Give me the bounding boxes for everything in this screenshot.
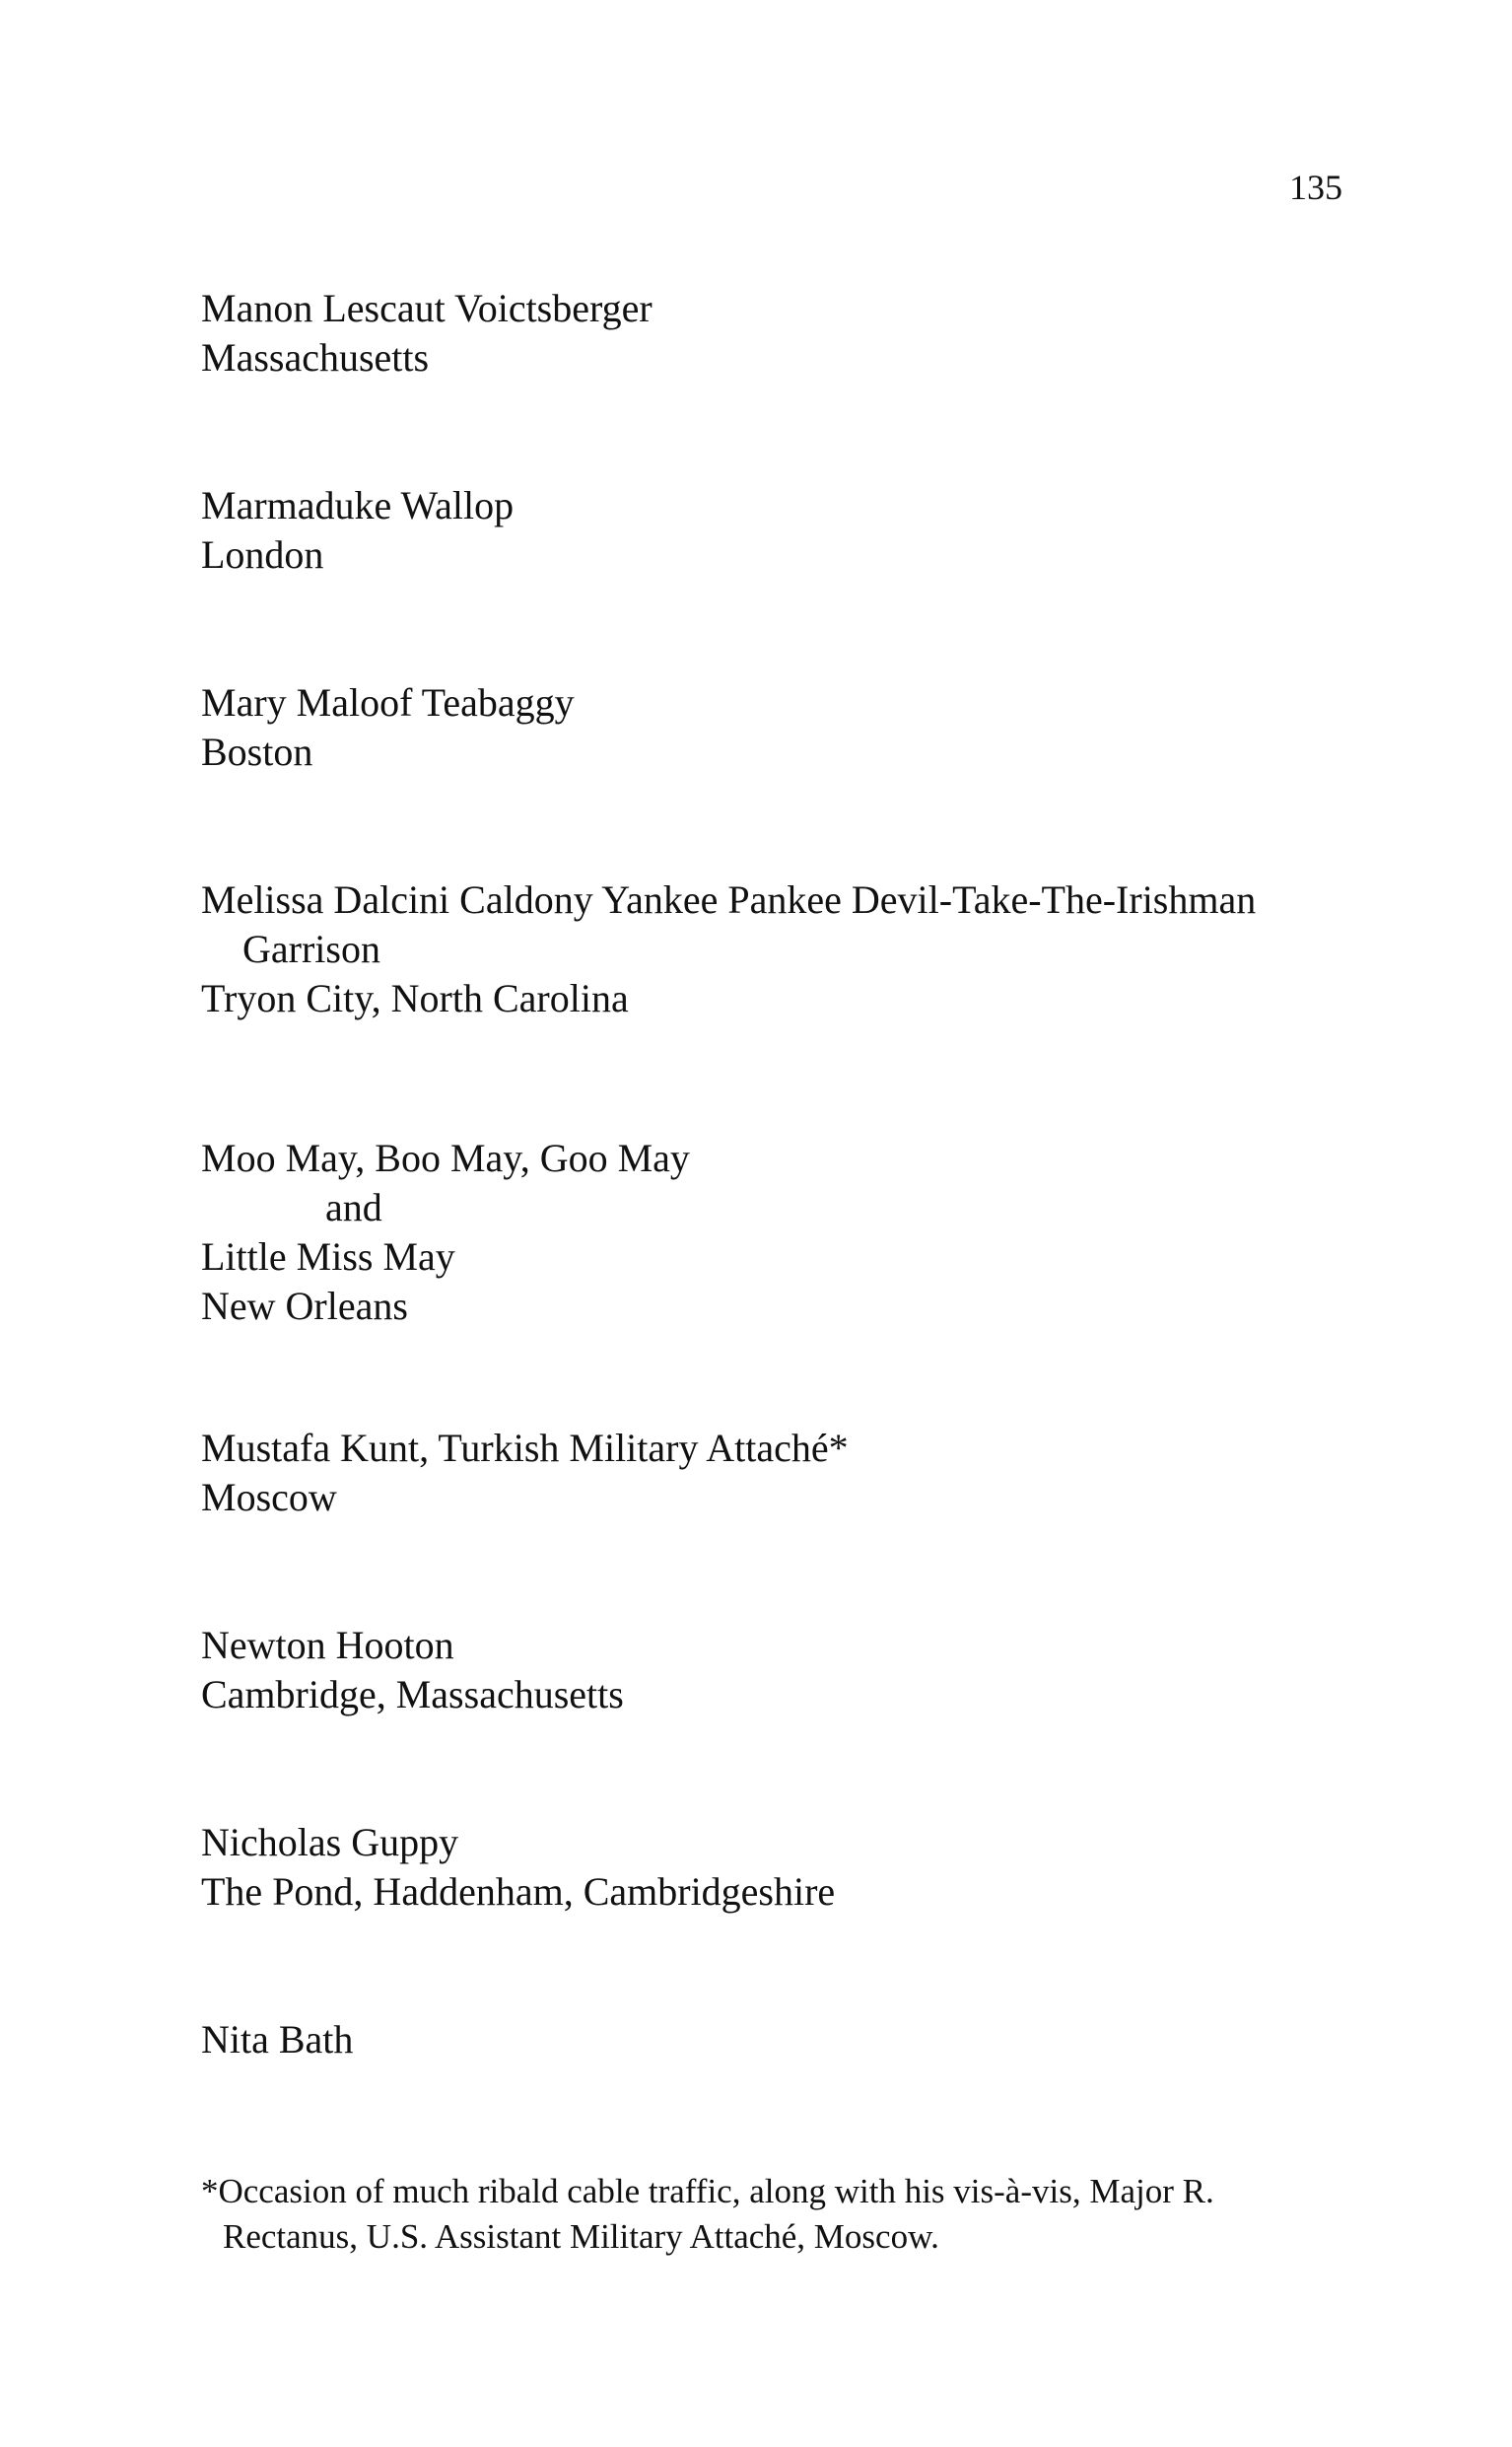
footnote bbox=[201, 2169, 1364, 2260]
entry-name: Newton Hooton bbox=[201, 1623, 454, 1667]
entry-name-continuation: Garrison bbox=[242, 927, 380, 971]
list-entry bbox=[201, 1818, 1364, 1917]
list-entry bbox=[201, 481, 1364, 580]
list-entry bbox=[201, 1424, 1364, 1522]
entry-location: Tryon City, North Carolina bbox=[201, 976, 629, 1020]
entry-name: Mustafa Kunt, Turkish Military Attaché* bbox=[201, 1426, 849, 1470]
footnote-line: Rectanus, U.S. Assistant Military Attaché, Moscow. bbox=[223, 2217, 939, 2256]
entry-name: Marmaduke Wallop bbox=[201, 483, 515, 527]
page-number: 135 bbox=[1289, 168, 1342, 207]
entry-location: Cambridge, Massachusetts bbox=[201, 1672, 624, 1716]
entry-location: The Pond, Haddenham, Cambridgeshire bbox=[201, 1869, 836, 1914]
entry-name: Mary Maloof Teabaggy bbox=[201, 680, 575, 725]
entry-location: Boston bbox=[201, 730, 313, 774]
list-entry bbox=[201, 1621, 1364, 1719]
entry-name: Melissa Dalcini Caldony Yankee Pankee Devil-Take-The-Irishman bbox=[201, 877, 1257, 922]
list-entry bbox=[201, 2015, 1364, 2064]
list-entry bbox=[201, 1134, 1364, 1331]
entry-location: Moscow bbox=[201, 1475, 337, 1519]
entry-location: New Orleans bbox=[201, 1284, 408, 1328]
entry-name: Little Miss May bbox=[201, 1234, 455, 1279]
entry-name: Manon Lescaut Voictsberger bbox=[201, 286, 653, 330]
list-entry bbox=[201, 678, 1364, 777]
footnote-line: *Occasion of much ribald cable traffic, along with his vis-à-vis, Major R. bbox=[201, 2172, 1214, 2210]
entry-name: Nicholas Guppy bbox=[201, 1820, 459, 1864]
list-entry bbox=[201, 284, 1364, 383]
entry-location: London bbox=[201, 532, 324, 577]
entry-location: Massachusetts bbox=[201, 335, 430, 380]
entry-name: Moo May, Boo May, Goo May bbox=[201, 1136, 690, 1180]
list-entry bbox=[201, 875, 1364, 1023]
entry-name: Nita Bath bbox=[201, 2017, 354, 2062]
entry-conjunction: and bbox=[325, 1185, 382, 1229]
